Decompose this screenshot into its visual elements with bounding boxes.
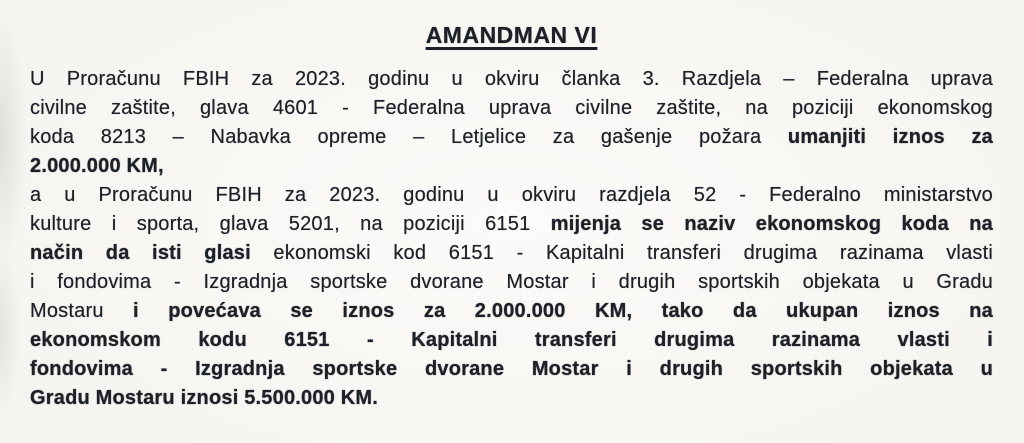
text-segment: kulture i sporta, glava 5201, na poziciji 6151 xyxy=(30,213,551,235)
text-segment: ekonomski kod 6151 - Kapitalni transferi drugima razinama vlasti xyxy=(273,242,993,264)
bold-text-segment: i povećava se iznos za 2.000.000 KM, tako da ukupan iznos na xyxy=(133,300,994,322)
text-line xyxy=(30,123,993,152)
bold-text-segment: 2.000.000 KM, xyxy=(30,155,164,177)
text-line xyxy=(30,210,993,239)
bold-text-segment: mijenja se naziv ekonomskog koda na xyxy=(550,213,994,235)
text-line xyxy=(30,326,993,355)
text-line xyxy=(30,152,993,181)
bold-text-segment: umanjiti iznos za xyxy=(787,126,993,148)
document-title: AMANDMAN VI xyxy=(425,22,598,48)
text-segment: U Proračunu FBIH za 2023. godinu u okviru članka 3. Razdjela – Federalna uprava xyxy=(30,68,993,90)
bold-text-segment: Gradu Mostaru iznosi 5.500.000 KM. xyxy=(30,387,379,409)
bold-text-segment: način da isti glasi xyxy=(30,242,274,264)
text-segment: koda 8213 – Nabavka opreme – Letjelice za gašenje požara xyxy=(30,126,788,148)
text-line xyxy=(30,297,993,326)
text-segment: a u Proračunu FBIH za 2023. godinu u okviru razdjela 52 - Federalno ministarstvo xyxy=(30,184,993,206)
text-line xyxy=(30,268,993,297)
bold-text-segment: ekonomskom kodu 6151 - Kapitalni transferi drugima razinama vlasti i xyxy=(30,329,993,351)
text-line xyxy=(30,94,993,123)
bold-text-segment: fondovima - Izgradnja sportske dvorane Mostar i drugih sportskih objekata u xyxy=(30,358,993,380)
text-segment: Mostaru xyxy=(30,300,134,322)
text-segment: i fondovima - Izgradnja sportske dvorane Mostar i drugih sportskih objekata u Gradu xyxy=(30,271,993,293)
text-line xyxy=(30,355,993,384)
text-line xyxy=(30,384,993,413)
text-segment: civilne zaštite, glava 4601 - Federalna uprava civilne zaštite, na poziciji ekonomskog xyxy=(30,97,993,119)
text-line xyxy=(30,181,993,210)
text-line xyxy=(30,239,993,268)
text-line xyxy=(30,65,993,94)
document-body xyxy=(30,65,993,413)
